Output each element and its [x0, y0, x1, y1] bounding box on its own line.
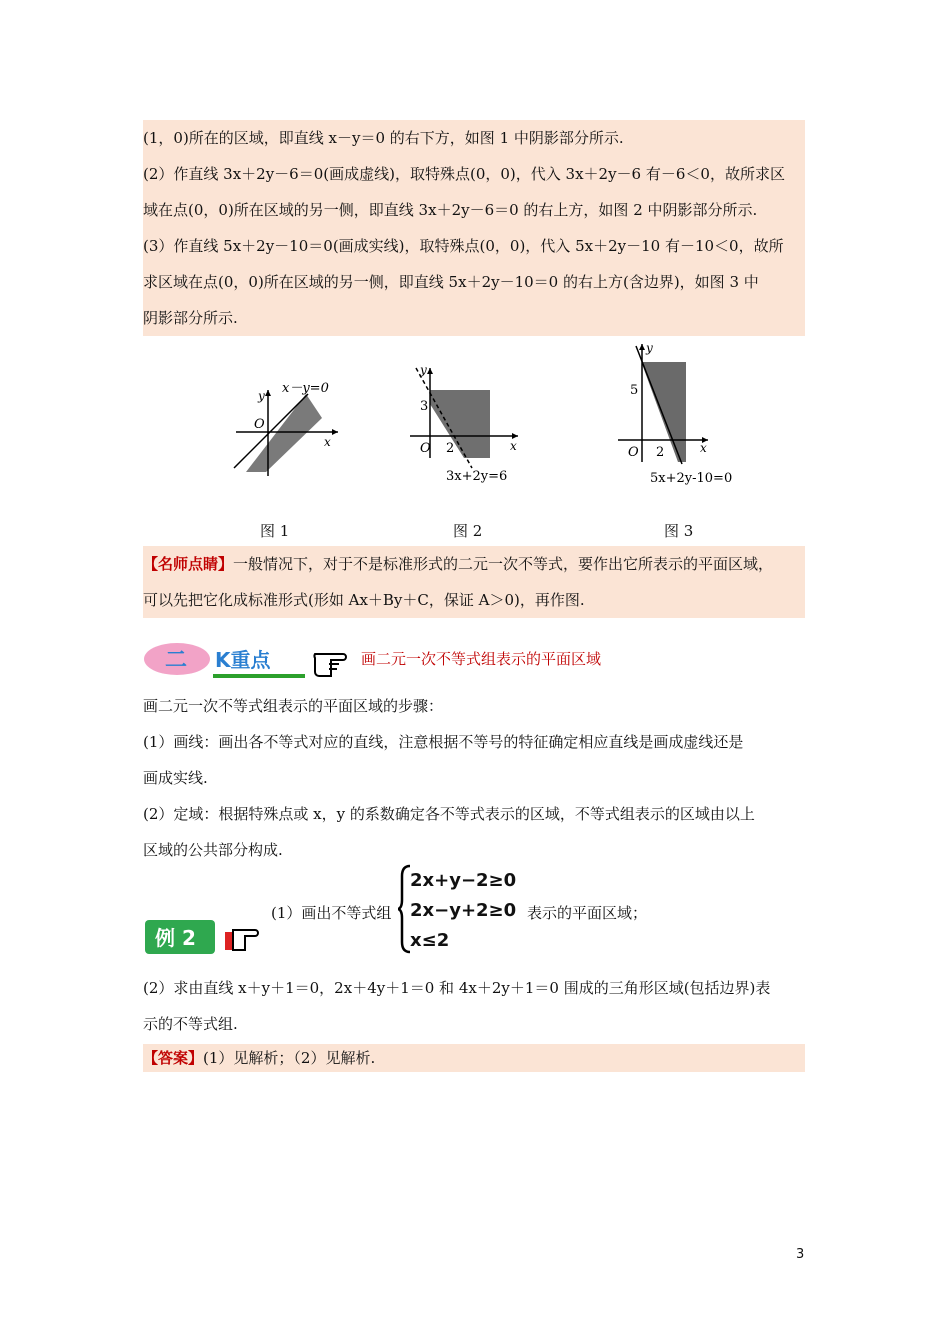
inequality-1: 2x+y−2≥0 [410, 870, 517, 891]
tip-line-1: 一般情况下，对于不是标准形式的二元一次不等式，要作出它所表示的平面区域， [233, 555, 774, 573]
fig3-x-label: x [700, 441, 707, 455]
solution-line-5: 求区域在点(0，0)所在区域的另一侧，即直线 5x＋2y－10＝0 的右上方(含边界)，如图 3 中 [143, 273, 759, 291]
section-title: 画二元一次不等式组表示的平面区域 [361, 650, 602, 668]
solution-line-6: 阴影部分所示. [143, 309, 238, 327]
inequality-3: x≤2 [410, 930, 450, 951]
answer-text: (1）见解析；（2）见解析. [203, 1049, 376, 1067]
fig3-origin-label: O [628, 445, 639, 460]
fig2-x-label: x [510, 439, 517, 453]
fig2-tick-x: 2 [446, 441, 455, 456]
fig1-caption: 图 1 [260, 522, 290, 540]
steps-intro: 画二元一次不等式组表示的平面区域的步骤： [143, 697, 444, 715]
answer-tag: 【答案】 [143, 1049, 204, 1067]
step-2-line-2: 区域的公共部分构成. [143, 841, 283, 859]
fig3-tick-x: 2 [656, 445, 665, 460]
section-badge [143, 640, 358, 682]
inequality-system [410, 866, 516, 956]
fig3-caption: 图 3 [664, 522, 694, 540]
example-badge [145, 918, 265, 962]
tip-tag: 【名师点睛】 [143, 555, 234, 573]
fig2-line-label: 3x+2y=6 [446, 469, 508, 484]
section-badge-underline [213, 674, 305, 678]
fig2-y-label: y [420, 363, 427, 377]
figure-2 [406, 358, 526, 488]
example-q2 [143, 970, 805, 1042]
fig1-x-label: x [324, 435, 331, 449]
section-header [143, 640, 805, 680]
step-1-line-2: 画成实线. [143, 769, 208, 787]
fig1-origin-label: O [254, 417, 265, 432]
page-number: 3 [796, 1247, 805, 1262]
fig2-caption: 图 2 [453, 522, 483, 540]
fig3-line-label: 5x+2y-10=0 [650, 471, 733, 486]
fig1-line-label: x－y=0 [282, 381, 329, 396]
solution-block [143, 120, 805, 336]
pointing-hand-icon [314, 654, 346, 676]
solution-line-4: (3）作直线 5x＋2y－10＝0(画成实线)，取特殊点(0，0)，代入 5x＋2y－10 有－10＜0，故所 [143, 237, 784, 255]
fig1-y-label: y [258, 389, 265, 403]
steps-block [143, 688, 805, 868]
solution-line-3: 域在点(0，0)所在区域的另一侧，即直线 3x＋2y－6＝0 的右上方，如图 2 中阴影部分所示. [143, 201, 758, 219]
step-2-line-1: (2）定域：根据特殊点或 x，y 的系数确定各不等式表示的区域，不等式组表示的区域由以上 [143, 805, 755, 823]
fig1-shaded-region [246, 394, 322, 472]
fig2-tick-y: 3 [420, 399, 429, 414]
inequality-2: 2x−y+2≥0 [410, 900, 517, 921]
fig3-y-label: y [646, 341, 653, 355]
answer-block [143, 1044, 805, 1072]
fig3-tick-y: 5 [630, 383, 639, 398]
figure-1 [228, 370, 348, 480]
figure-3 [616, 338, 746, 490]
section-badge-number: 二 [165, 648, 188, 673]
section-badge-text: K重点 [215, 648, 271, 672]
step-1-line-1: (1）画线：画出各不等式对应的直线，注意根据不等号的特征确定相应直线是画成虚线还是 [143, 733, 744, 751]
example-badge-label: 例 2 [155, 926, 196, 950]
solution-line-1: (1，0)所在的区域，即直线 x－y＝0 的右下方，如图 1 中阴影部分所示. [143, 129, 624, 147]
red-pointing-hand-icon [225, 930, 258, 950]
example-q2-line-1: (2）求由直线 x＋y＋1＝0，2x＋4y＋1＝0 和 4x＋2y＋1＝0 围成的三角形区域(包括边界)表 [143, 979, 771, 997]
solution-line-2: (2）作直线 3x＋2y－6＝0(画成虚线)，取特殊点(0，0)，代入 3x＋2y－6 有－6＜0，故所求区 [143, 165, 785, 183]
example-q1-suffix: 表示的平面区域； [527, 904, 648, 922]
example-q2-line-2: 示的不等式组. [143, 1015, 238, 1033]
fig2-origin-label: O [420, 441, 431, 456]
tip-line-2: 可以先把它化成标准形式(形如 Ax＋By＋C，保证 A＞0)，再作图. [143, 591, 585, 609]
teacher-tip [143, 546, 805, 618]
example-q1-prefix: (1）画出不等式组 [271, 904, 392, 922]
